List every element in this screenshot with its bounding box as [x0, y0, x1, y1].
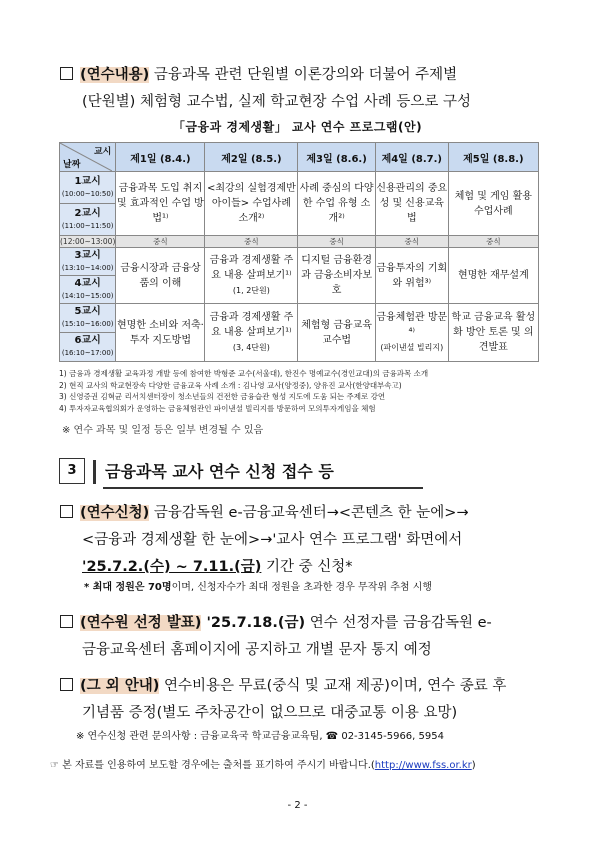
lunch-time: (12:00~13:00) [60, 237, 116, 246]
corner-bottom: 날짜 [63, 160, 81, 170]
section-bar [93, 460, 96, 484]
day-header: 제5일 (8.8.) [448, 143, 538, 172]
intro-label: (연수내용) [80, 67, 150, 83]
period-3: 3교시 (13:10~14:00) [60, 248, 116, 276]
capacity-rest: 이며, 신청자수가 최대 정원을 초과한 경우 무작위 추첨 시행 [171, 582, 433, 593]
section-heading [59, 458, 409, 486]
announce-date: '25.7.18.(금) [201, 615, 306, 631]
corner-top: 교시 [93, 147, 112, 157]
cell-day4-afternoon2: 금융체험관 방문⁴⁾ (파이낸셜 빌리지) [375, 304, 448, 362]
other-label: (그 외 안내) [80, 678, 160, 694]
footnote: 2) 현직 교사의 학교현장속 다양한 금융교육 사례 소개 : 김나영 교사(양정중), 양유진 교사(한양대부속고) [59, 380, 402, 390]
table-footnotes [59, 368, 549, 414]
other-line1: 연수비용은 무료(중식 및 교재 제공)이며, 연수 종료 후 [159, 678, 507, 694]
day-header: 제1일 (8.4.) [116, 143, 205, 172]
cell-day2-afternoon2: 금융과 경제생활 주요 내용 살펴보기¹⁾ (3, 4단원) [205, 304, 298, 362]
period-1: 1교시 (10:00~10:50) [60, 172, 116, 204]
capacity-label: * 최대 정원은 70명 [84, 582, 172, 593]
cell-day1-morning: 금융과목 도입 취지 및 효과적인 수업 방법¹⁾ [116, 172, 205, 236]
announce-paragraph [60, 610, 560, 664]
announce-line2: 금융교육센터 홈페이지에 공지하고 개별 문자 통지 예정 [82, 642, 432, 658]
lunch-cell: 중식 [375, 236, 448, 248]
cell-day3-afternoon1: 디지털 금융환경과 금융소비자보호 [298, 248, 376, 304]
period-5: 5교시 (15:10~16:00) [60, 304, 116, 333]
footnote: 3) 신영증권 김혁균 리서치센터장이 청소년들의 건전한 금융습관 형성 지도에 도움 되는 주제로 강연 [59, 392, 386, 401]
cell-day1-afternoon2: 현명한 소비와 저축·투자 지도방법 [116, 304, 205, 362]
fss-link[interactable]: http://www.fss.or.kr [374, 760, 472, 771]
section-number: 3 [59, 458, 85, 484]
cell-day5-morning: 체험 및 게임 활용 수업사례 [448, 172, 538, 236]
cell-day4-afternoon1: 금융투자의 기회와 위험³⁾ [375, 248, 448, 304]
lunch-cell: 중식 [448, 236, 538, 248]
announce-line1: 연수 선정자를 금융감독원 e- [305, 615, 492, 631]
table-title: 「금융과 경제생활」 교사 연수 프로그램(안) [172, 120, 423, 134]
cell-day5-afternoon1: 현명한 재무설계 [448, 248, 538, 304]
announce-label: (연수원 선정 발표) [80, 615, 202, 631]
checkbox-square-icon [60, 615, 73, 628]
lunch-cell: 중식 [116, 236, 205, 248]
schedule-table [59, 142, 539, 362]
inquiry-note: ※ 연수신청 관련 문의사항 : 금융교육국 학교금융교육팀, ☎ 02-3145-5966, 5954 [76, 731, 444, 742]
footnote: 4) 투자자교육협의회가 운영하는 금융체험관인 파이낸셜 빌리지를 방문하여 모의투자게임을 체험 [59, 403, 376, 413]
footnote: 1) 금융과 경제생활 교육과정 개발 등에 참여한 박형준 교수(서울대), 한진수 명예교수(경인교대)의 금융과목 소개 [59, 369, 429, 378]
cell-day2-morning: <최강의 실험경제반 아이들> 수업사례 소개²⁾ [205, 172, 298, 236]
intro-paragraph [60, 62, 560, 116]
lunch-cell: 중식 [205, 236, 298, 248]
checkbox-square-icon [60, 505, 73, 518]
checkbox-square-icon [60, 67, 73, 80]
lunch-cell: 중식 [298, 236, 376, 248]
apply-label: (연수신청) [80, 505, 150, 521]
cell-day3-morning: 사례 중심의 다양한 수업 유형 소개²⁾ [298, 172, 376, 236]
page-number: - 2 - [287, 800, 308, 811]
citation-note [50, 756, 545, 771]
change-note: ※ 연수 과목 및 일정 등은 일부 변경될 수 있음 [62, 425, 264, 436]
cell-day4-morning: 신용관리의 중요성 및 신용교육법 [375, 172, 448, 236]
other-paragraph [60, 673, 560, 727]
cell-day5-afternoon2: 학교 금융교육 활성화 방안 토론 및 의견발표 [448, 304, 538, 362]
cell-day1-afternoon1: 금융시장과 금융상품의 이해 [116, 248, 205, 304]
section-underline [103, 487, 423, 489]
intro-line1: 금융과목 관련 단원별 이론강의와 더불어 주제별 [149, 67, 458, 83]
citation-text: ☞ 본 자료를 인용하여 보도할 경우에는 출처를 표기하여 주시기 바랍니다.( [50, 760, 375, 771]
cell-day2-afternoon1: 금융과 경제생활 주요 내용 살펴보기¹⁾ (1, 2단원) [205, 248, 298, 304]
day-header: 제2일 (8.5.) [205, 143, 298, 172]
checkbox-square-icon [60, 678, 73, 691]
apply-line2: <금융과 경제생활 한 눈에>→'교사 연수 프로그램' 화면에서 [82, 532, 463, 548]
apply-capacity-note [84, 578, 432, 593]
table-corner [60, 143, 116, 172]
cell-day3-afternoon2: 체험형 금융교육 교수법 [298, 304, 376, 362]
period-6: 6교시 (16:10~17:00) [60, 333, 116, 362]
day-header: 제4일 (8.7.) [375, 143, 448, 172]
apply-date: '25.7.2.(수) ~ 7.11.(금) [82, 559, 262, 575]
apply-line3: 기간 중 신청* [261, 559, 353, 575]
apply-line1: 금융감독원 e-금융교육센터→<콘텐츠 한 눈에>→ [149, 505, 469, 521]
period-2: 2교시 (11:00~11:50) [60, 204, 116, 236]
section-title: 금융과목 교사 연수 신청 접수 등 [105, 462, 334, 481]
intro-line2: (단원별) 체험형 교수법, 실제 학교현장 수업 사례 등으로 구성 [82, 94, 471, 110]
citation-close: ) [471, 760, 476, 771]
day-header: 제3일 (8.6.) [298, 143, 376, 172]
other-line2: 기념품 증정(별도 주차공간이 없으므로 대중교통 이용 요망) [82, 705, 458, 721]
apply-paragraph [60, 500, 560, 581]
period-4: 4교시 (14:10~15:00) [60, 276, 116, 304]
